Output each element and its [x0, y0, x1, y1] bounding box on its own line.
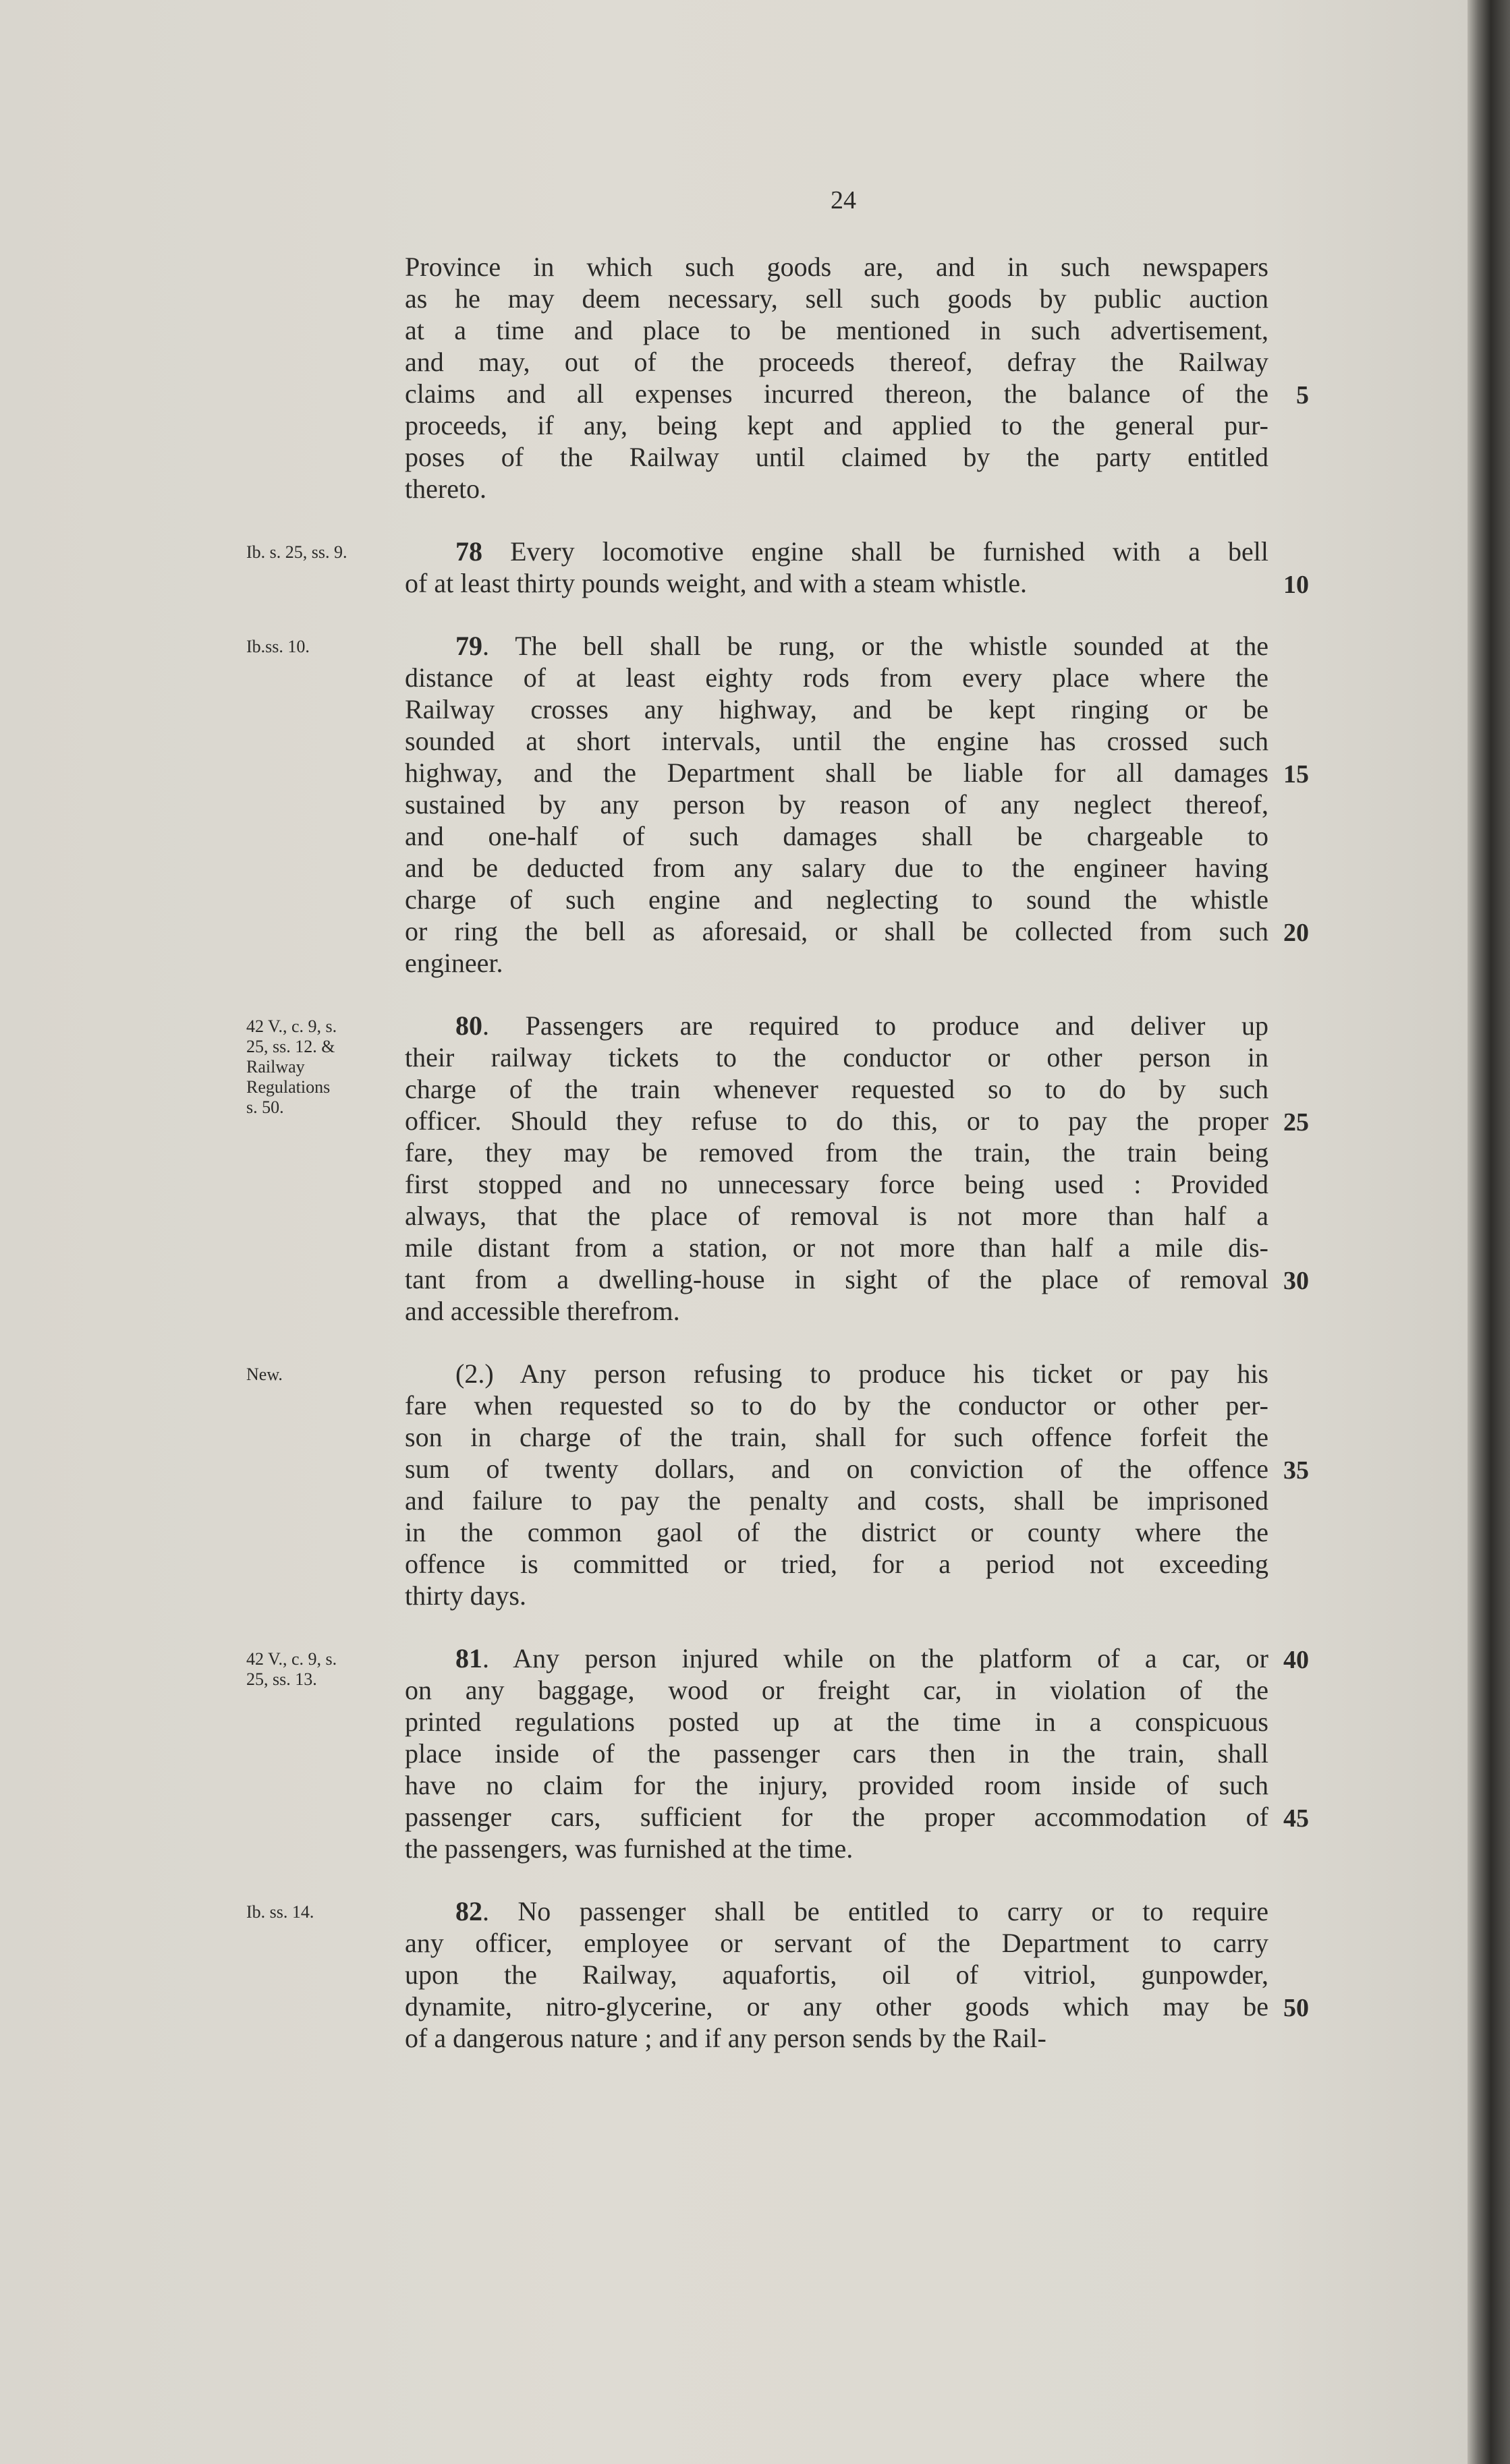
line-text: the passengers, was furnished at the time.: [405, 1833, 854, 1864]
margin-note: 42 V., c. 9, s. 25, ss. 13.: [246, 1649, 337, 1689]
line-text: proceeds, if any, being kept and applied to the general pur-: [405, 410, 1268, 440]
line-text: sustained by any person by reason of any neglect thereof,: [405, 789, 1268, 820]
line-text: . Any person injured while on the platform of a car, or: [482, 1643, 1268, 1673]
text-line: [405, 915, 1268, 948]
line-number: 45: [1283, 1804, 1309, 1833]
line-number: 25: [1283, 1108, 1309, 1137]
section-number: 82: [455, 1896, 482, 1926]
line-text: tant from a dwelling-house in sight of the place of removal: [405, 1264, 1268, 1294]
line-text: (2.) Any person refusing to produce his ticket or pay his: [455, 1358, 1268, 1389]
line-number: 15: [1283, 760, 1309, 789]
line-text: and be deducted from any salary due to the engineer having: [405, 853, 1268, 883]
text-line: [405, 283, 1268, 315]
text-line: [405, 725, 1268, 757]
text-line: [405, 1453, 1268, 1485]
line-text: fare, they may be removed from the train, the train being: [405, 1137, 1268, 1168]
text-line: [405, 378, 1268, 410]
text-line: [405, 1833, 1268, 1865]
text-line: [405, 820, 1268, 853]
section-number: 78: [455, 536, 482, 567]
line-text: always, that the place of removal is not more than half a: [405, 1201, 1268, 1231]
text-line: [405, 567, 1268, 600]
margin-note: Ib.ss. 10.: [246, 637, 310, 656]
line-text: highway, and the Department shall be liable for all damages: [405, 757, 1268, 788]
line-text: thirty days.: [405, 1580, 526, 1611]
text-line: [405, 757, 1268, 789]
text-line: [405, 1927, 1268, 1959]
line-text: thereto.: [405, 474, 487, 504]
line-text: offence is committed or tried, for a period not exceeding: [405, 1549, 1268, 1579]
line-text: upon the Railway, aquafortis, oil of vitriol, gunpowder,: [405, 1959, 1268, 1990]
text-line: [405, 1105, 1268, 1137]
line-text: engineer.: [405, 948, 503, 978]
line-text: Every locomotive engine shall be furnished with a bell: [482, 536, 1268, 567]
text-line: [405, 1389, 1268, 1422]
line-number: 10: [1283, 571, 1309, 599]
line-text: at a time and place to be mentioned in such advertisement,: [405, 315, 1268, 345]
book-spine: [1467, 0, 1510, 2464]
text-line: [455, 536, 1268, 568]
line-text: Province in which such goods are, and in such newspapers: [405, 252, 1268, 282]
section-number: 79: [455, 631, 482, 661]
text-line: [405, 409, 1268, 442]
text-line: [405, 693, 1268, 726]
line-text: in the common gaol of the district or county where the: [405, 1517, 1268, 1547]
text-line: [405, 1769, 1268, 1802]
text-line: [405, 314, 1268, 347]
line-number: 30: [1283, 1267, 1309, 1295]
text-line: [455, 1010, 1268, 1042]
text-line: [405, 1421, 1268, 1454]
text-line: [405, 1295, 1268, 1327]
text-line: [405, 473, 1268, 505]
line-text: have no claim for the injury, provided room inside of such: [405, 1770, 1268, 1800]
line-text: and accessible therefrom.: [405, 1296, 680, 1326]
line-number: 50: [1283, 1994, 1309, 2022]
text-line: [405, 1168, 1268, 1201]
line-text: distance of at least eighty rods from every place where the: [405, 662, 1268, 693]
line-text: their railway tickets to the conductor or other person in: [405, 1042, 1268, 1072]
line-text: on any baggage, wood or freight car, in violation of the: [405, 1675, 1268, 1705]
line-text: place inside of the passenger cars then in the train, shall: [405, 1738, 1268, 1769]
section-number: 80: [455, 1010, 482, 1041]
text-line: [405, 1801, 1268, 1833]
line-text: as he may deem necessary, sell such goods by public auction: [405, 283, 1268, 314]
line-number: 40: [1283, 1646, 1309, 1674]
text-line: [405, 852, 1268, 884]
line-text: sounded at short intervals, until the engine has crossed such: [405, 726, 1268, 756]
line-text: and one-half of such damages shall be chargeable to: [405, 821, 1268, 851]
text-line: [405, 1580, 1268, 1612]
text-line: [405, 1674, 1268, 1707]
text-line: [405, 1232, 1268, 1264]
line-text: . The bell shall be rung, or the whistle sounded at the: [482, 631, 1268, 661]
line-number: 20: [1283, 919, 1309, 947]
text-line: [405, 1073, 1268, 1106]
line-number: 35: [1283, 1456, 1309, 1485]
text-line: [405, 346, 1268, 378]
text-line: [405, 2022, 1268, 2055]
text-line: [405, 251, 1268, 283]
text-line: [405, 1200, 1268, 1232]
text-line: [405, 1516, 1268, 1549]
text-line: [405, 441, 1268, 474]
text-line: [405, 1738, 1268, 1770]
margin-note: New.: [246, 1365, 283, 1384]
line-text: Railway crosses any highway, and be kept ringing or be: [405, 694, 1268, 724]
page-number: 24: [831, 186, 856, 214]
line-text: any officer, employee or servant of the Department to carry: [405, 1928, 1268, 1958]
text-line: [405, 662, 1268, 694]
line-text: . No passenger shall be entitled to carry or to require: [482, 1896, 1268, 1926]
line-text: printed regulations posted up at the time in a conspicuous: [405, 1707, 1268, 1737]
line-text: first stopped and no unnecessary force being used : Provided: [405, 1169, 1268, 1199]
text-line: [455, 1642, 1268, 1675]
line-text: of at least thirty pounds weight, and with a steam whistle.: [405, 568, 1028, 598]
text-line: [455, 630, 1268, 662]
text-line: [405, 1959, 1268, 1991]
text-line: [405, 1041, 1268, 1074]
text-line: [405, 1990, 1268, 2023]
text-line: [405, 884, 1268, 916]
line-text: fare when requested so to do by the conductor or other per-: [405, 1390, 1268, 1421]
line-text: dynamite, nitro-glycerine, or any other goods which may be: [405, 1991, 1268, 2022]
line-text: or ring the bell as aforesaid, or shall be collected from such: [405, 916, 1268, 946]
line-text: passenger cars, sufficient for the proper accommodation of: [405, 1802, 1268, 1832]
line-text: . Passengers are required to produce and deliver up: [482, 1010, 1268, 1041]
margin-note: 42 V., c. 9, s. 25, ss. 12. & Railway Regulations s. 50.: [246, 1016, 337, 1117]
text-line: [455, 1895, 1268, 1928]
line-text: sum of twenty dollars, and on conviction of the offence: [405, 1454, 1268, 1484]
margin-note: Ib. s. 25, ss. 9.: [246, 542, 347, 562]
line-text: son in charge of the train, shall for such offence forfeit the: [405, 1422, 1268, 1452]
text-line: [405, 947, 1268, 979]
line-text: and may, out of the proceeds thereof, defray the Railway: [405, 347, 1268, 377]
text-line: [405, 1137, 1268, 1169]
line-text: and failure to pay the penalty and costs, shall be imprisoned: [405, 1485, 1268, 1516]
line-text: mile distant from a station, or not more than half a mile dis-: [405, 1232, 1268, 1263]
line-text: poses of the Railway until claimed by the party entitled: [405, 442, 1268, 472]
line-number: 5: [1296, 381, 1309, 409]
text-line: [405, 1263, 1268, 1296]
text-line: [405, 1706, 1268, 1738]
line-text: claims and all expenses incurred thereon, the balance of the: [405, 378, 1268, 409]
text-line: [405, 1548, 1268, 1580]
section-number: 81: [455, 1643, 482, 1673]
line-text: of a dangerous nature ; and if any person sends by the Rail-: [405, 2023, 1046, 2053]
text-line: [455, 1358, 1268, 1390]
margin-note: Ib. ss. 14.: [246, 1902, 314, 1922]
line-text: charge of such engine and neglecting to sound the whistle: [405, 884, 1268, 915]
line-text: charge of the train whenever requested so to do by such: [405, 1074, 1268, 1104]
text-line: [405, 789, 1268, 821]
text-line: [405, 1485, 1268, 1517]
line-text: officer. Should they refuse to do this, or to pay the proper: [405, 1106, 1268, 1136]
